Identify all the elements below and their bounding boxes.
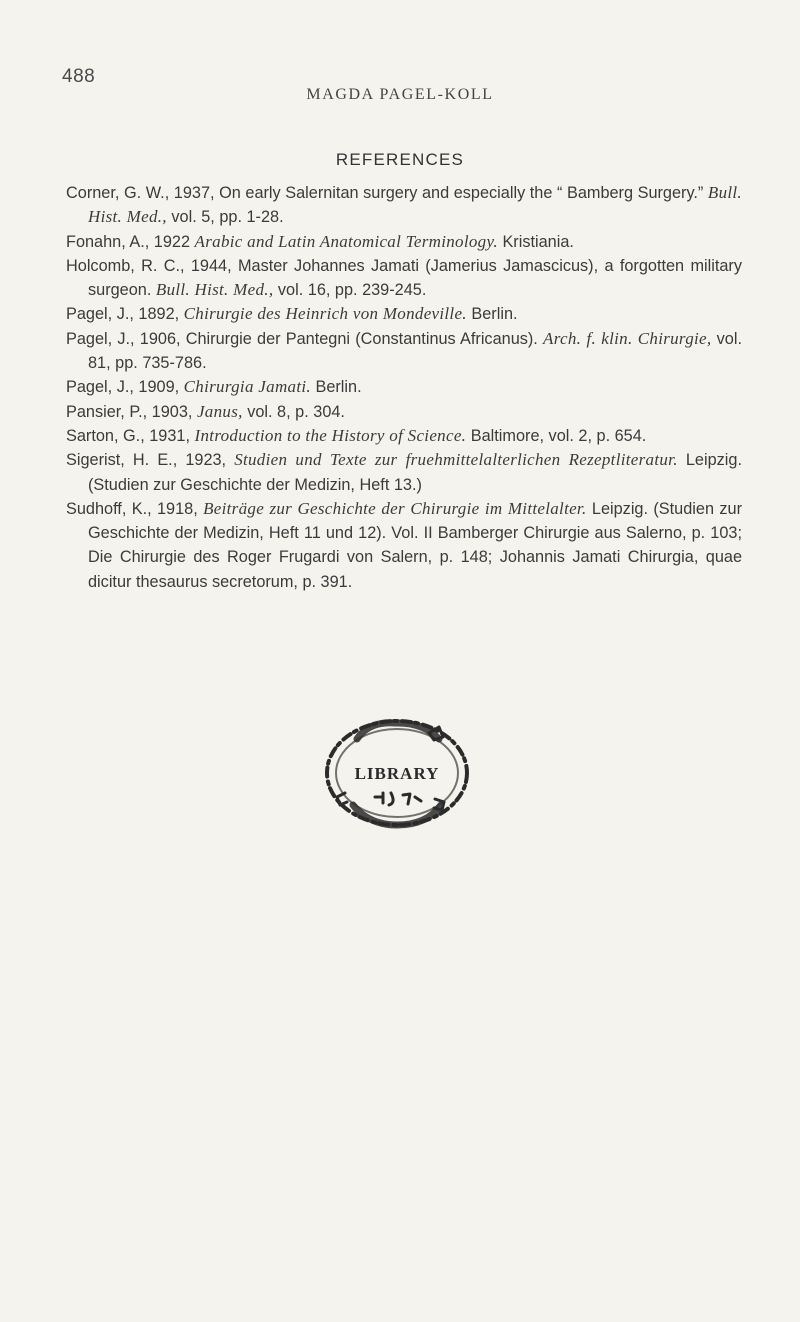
reference-text: Pansier, P., 1903, bbox=[66, 402, 197, 421]
reference-entry bbox=[66, 400, 742, 424]
reference-entry bbox=[66, 302, 742, 326]
reference-title: Chirurgia Jamati. bbox=[183, 377, 311, 397]
reference-title: Bull. Hist. Med., bbox=[155, 280, 274, 300]
reference-title: Chirurgie des Heinrich von Mondeville. bbox=[183, 304, 467, 324]
reference-text: Pagel, J., 1909, bbox=[66, 378, 184, 397]
reference-text: Leipzig. (Studien zur Geschichte der Medizin, Heft 11 und 12). Vol. II Bamberger Chirurgie aus Salerno, p. 103; Die Chirurgie des Roger Frugardi von Salern, p. 148; Johannis Jamati Chirurgia, quae dicitur thesaurus secretorum, p. 391. bbox=[88, 499, 743, 591]
library-stamp-icon bbox=[317, 713, 477, 833]
reference-text: Fonahn, A., 1922 bbox=[66, 232, 195, 251]
reference-title: Janus, bbox=[196, 401, 243, 421]
reference-entry bbox=[66, 448, 742, 497]
reference-entry bbox=[66, 254, 742, 303]
reference-text: vol. 8, p. 304. bbox=[242, 402, 345, 421]
reference-list bbox=[66, 181, 742, 594]
reference-entry bbox=[66, 497, 742, 594]
reference-text: Sarton, G., 1931, bbox=[66, 426, 195, 445]
running-head: MAGDA PAGEL-KOLL bbox=[306, 86, 494, 103]
reference-text: Sudhoff, K., 1918, bbox=[66, 499, 204, 518]
reference-text: Pagel, J., 1906, Chirurgie der Pantegni (Constantinus Africanus). bbox=[66, 329, 544, 348]
section-title: REFERENCES bbox=[335, 150, 465, 169]
reference-title: Arabic and Latin Anatomical Terminology. bbox=[194, 231, 498, 251]
reference-text: Pagel, J., 1892, bbox=[66, 305, 184, 324]
reference-entry bbox=[66, 181, 742, 230]
reference-title: Beiträge zur Geschichte der Chirurgie im Mittelalter. bbox=[203, 498, 587, 518]
page-number: 488 bbox=[62, 66, 96, 87]
stamp-label: LIBRARY bbox=[354, 764, 440, 783]
reference-entry bbox=[66, 230, 742, 254]
reference-title: Studien und Texte zur fruehmittelalterlichen Rezeptliteratur. bbox=[234, 450, 678, 470]
reference-text: vol. 16, pp. 239-245. bbox=[273, 281, 427, 300]
reference-text: Leipzig. (Studien zur Geschichte der Medizin, Heft 13.) bbox=[88, 451, 742, 494]
reference-text: Holcomb, R. C., 1944, Master Johannes Jamati (Jamerius Jamascicus), a forgotten military surgeon. bbox=[66, 256, 742, 300]
reference-title: Introduction to the History of Science. bbox=[194, 425, 467, 445]
reference-title: Arch. f. klin. Chirurgie, bbox=[543, 328, 712, 348]
reference-text: vol. 81, pp. 735-786. bbox=[88, 329, 742, 373]
reference-text: Corner, G. W., 1937, On early Salernitan surgery and especially the “ Bamberg Surgery.” bbox=[66, 184, 708, 202]
reference-text: vol. 5, pp. 1-28. bbox=[166, 208, 284, 227]
reference-title: Bull. Hist. Med., bbox=[88, 183, 742, 227]
reference-text: Baltimore, vol. 2, p. 654. bbox=[466, 426, 647, 445]
reference-text: Sigerist, H. E., 1923, bbox=[66, 451, 235, 470]
reference-entry bbox=[66, 327, 742, 376]
reference-text: Berlin. bbox=[466, 305, 518, 324]
reference-entry bbox=[66, 424, 742, 448]
reference-text: Kristiania. bbox=[497, 232, 574, 251]
reference-entry bbox=[66, 375, 742, 399]
reference-text: Berlin. bbox=[310, 378, 362, 397]
